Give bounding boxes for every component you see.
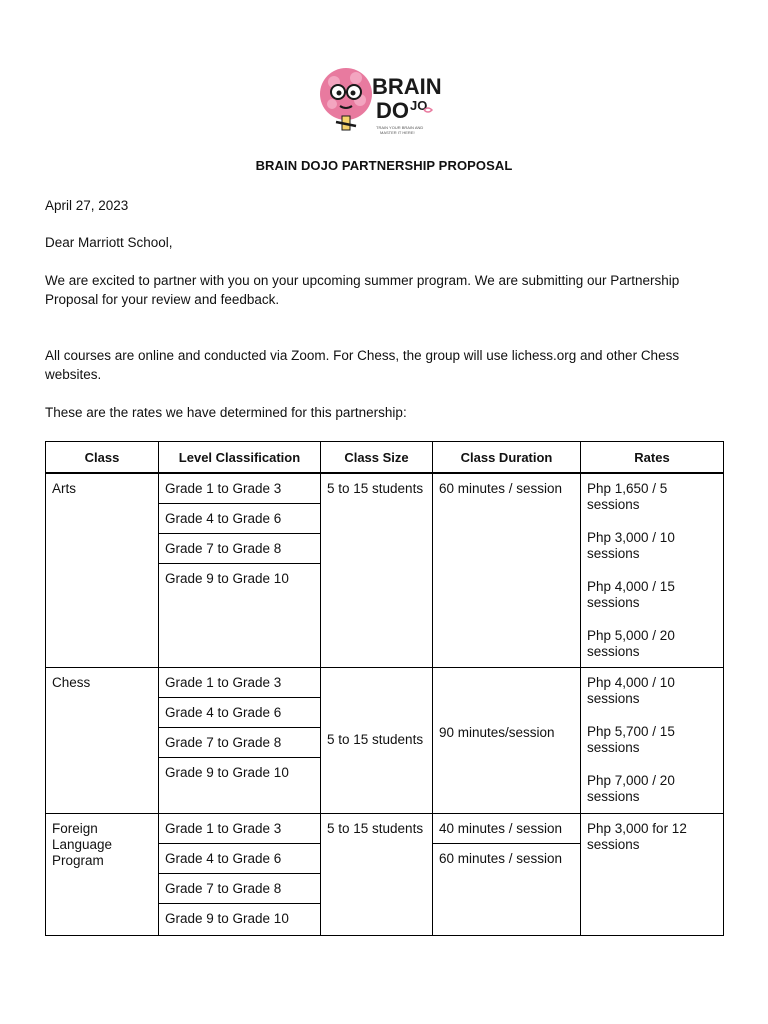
header-class-size: Class Size: [321, 442, 433, 474]
header-rates: Rates: [581, 442, 724, 474]
level-item: Grade 7 to Grade 8: [159, 874, 320, 904]
duration-value: 60 minutes / session: [439, 481, 563, 496]
duration-item: 40 minutes / session: [433, 814, 580, 844]
level-item: Grade 7 to Grade 8: [159, 534, 320, 564]
level-item: Grade 1 to Grade 3: [159, 668, 320, 698]
paragraph-intro: We are excited to partner with you on your upcoming summer program. We are submitting our Partnership Proposal for your review and feedback.: [45, 273, 680, 307]
logo-tagline-1: TRAIN YOUR BRAIN AND: [376, 125, 424, 130]
duration-item: 60 minutes / session: [439, 850, 563, 866]
duration-value: 90 minutes/session: [439, 725, 555, 740]
cell-class: [46, 473, 159, 667]
cell-levels: [159, 667, 321, 813]
table-row-foreign-language: [46, 813, 724, 935]
table-header-row: [46, 442, 724, 474]
rate-item: Php 1,650 / 5 sessions: [587, 481, 668, 512]
document-title: BRAIN DOJO PARTNERSHIP PROPOSAL: [255, 158, 513, 173]
level-item: Grade 9 to Grade 10: [165, 571, 289, 586]
level-item: Grade 4 to Grade 6: [159, 504, 320, 534]
level-item: Grade 9 to Grade 10: [165, 910, 289, 926]
rate-item: Php 3,000 / 10 sessions: [587, 530, 675, 561]
rates-table: [45, 441, 724, 936]
cell-class: [46, 667, 159, 813]
letter-date: April 27, 2023: [45, 198, 129, 213]
class-size-value: 5 to 15 students: [327, 820, 424, 836]
cell-rates: [581, 667, 724, 813]
table-row-arts: [46, 473, 724, 667]
cell-duration: [433, 813, 581, 935]
letter-salutation: Dear Marriott School,: [45, 235, 173, 250]
class-name: Arts: [52, 481, 77, 496]
cell-rates: [581, 473, 724, 667]
class-name: Foreign Language Program: [52, 820, 113, 868]
cell-rates: [581, 813, 724, 935]
rate-item: Php 3,000 for 12 sessions: [587, 820, 687, 852]
cell-duration: [433, 667, 581, 813]
rate-item: Php 5,700 / 15 sessions: [587, 723, 675, 755]
logo-brain-text: BRAIN: [372, 74, 442, 99]
rate-item: Php 7,000 / 20 sessions: [587, 772, 675, 804]
rate-item: Php 4,000 / 15 sessions: [587, 579, 675, 610]
cell-levels: [159, 813, 321, 935]
rate-item: Php 5,000 / 20 sessions: [587, 628, 675, 659]
rate-item: Php 4,000 / 10 sessions: [587, 674, 675, 706]
cell-levels: [159, 473, 321, 667]
header-level-classification: Level Classification: [159, 442, 321, 474]
brain-dojo-logo: [316, 64, 450, 140]
class-name: Chess: [52, 674, 91, 690]
logo-jo-text: JO: [410, 98, 428, 113]
level-item: Grade 4 to Grade 6: [159, 844, 320, 874]
cell-size: [321, 473, 433, 667]
class-size-value: 5 to 15 students: [327, 732, 424, 747]
header-class: Class: [46, 442, 159, 474]
level-item: Grade 1 to Grade 3: [159, 474, 320, 504]
cell-duration: [433, 473, 581, 667]
header-class-duration: Class Duration: [433, 442, 581, 474]
paragraph-online-courses: All courses are online and conducted via Zoom. For Chess, the group will use lichess.org and other Chess websites.: [45, 348, 680, 382]
paragraph-rates-intro: These are the rates we have determined for this partnership:: [45, 405, 407, 420]
cell-class: [46, 813, 159, 935]
class-size-value: 5 to 15 students: [327, 481, 424, 496]
level-item: Grade 1 to Grade 3: [159, 814, 320, 844]
level-item: Grade 4 to Grade 6: [159, 698, 320, 728]
cell-size: [321, 667, 433, 813]
cell-size: [321, 813, 433, 935]
level-item: Grade 7 to Grade 8: [159, 728, 320, 758]
logo-do-text: DO: [376, 98, 409, 123]
table-row-chess: [46, 667, 724, 813]
level-item: Grade 9 to Grade 10: [165, 764, 289, 780]
brain-mascot-icon: [320, 68, 372, 130]
logo-tagline-2: MASTER IT HERE!: [380, 130, 415, 135]
